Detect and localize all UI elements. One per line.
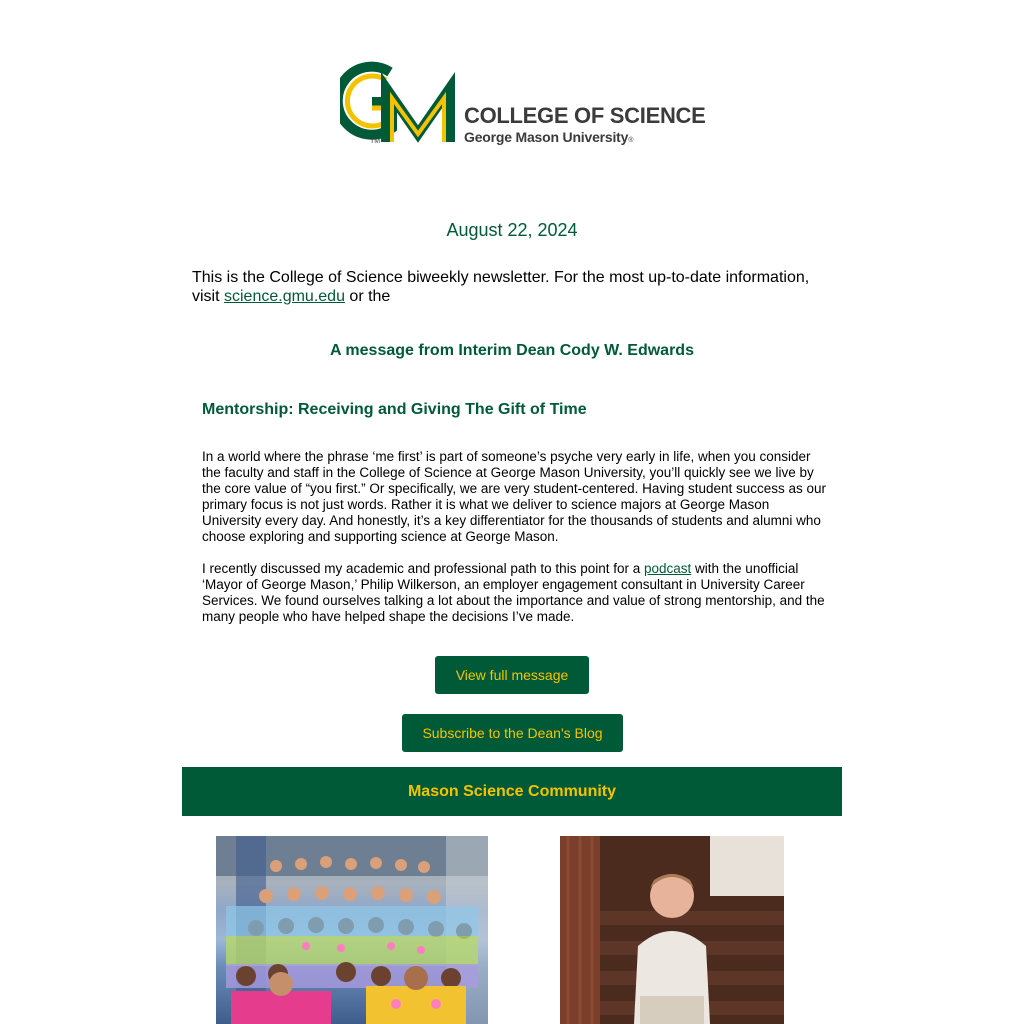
trademark-label: TM — [370, 138, 381, 145]
gm-monogram-icon — [340, 58, 460, 150]
community-section-banner: Mason Science Community — [182, 767, 842, 816]
student-photo[interactable] — [560, 836, 784, 1024]
article-paragraph-1: In a world where the phrase ‘me first’ is part of someone’s psyche very early in life, when you consider the faculty and staff in the College of Science at George Mason University, you’ll quickly see we live by the core value of “you first.” Or specifically, we are very student-centered. Having student success as our primary focus is not just words. Rather it is what we deliver to science majors at George Mason University every day. And honestly, it’s a key differentiator for the thousands of students and alumni who choose exploring and supporting science at George Mason. — [202, 449, 827, 544]
article-title: Mentorship: Receiving and Giving The Gift of Time — [202, 401, 587, 418]
science-site-link[interactable]: science.gmu.edu — [224, 288, 345, 305]
article-paragraph-2: I recently discussed my academic and professional path to this point for a podcast with the unofficial ‘Mayor of George Mason,’ Philip Wilkerson, an employer engagement consultant in University Career Services. We found ourselves talking a lot about the importance and value of strong mentorship, and the many people who have helped shape the decisions I’ve made. — [202, 561, 825, 624]
podcast-link[interactable]: podcast — [643, 561, 692, 576]
group-photo-image — [216, 836, 488, 1024]
view-full-message-button[interactable]: View full message — [435, 656, 589, 694]
university-name: George Mason University® — [464, 129, 634, 145]
newsletter-date: August 22, 2024 — [446, 220, 578, 240]
college-name: COLLEGE OF SCIENCE — [464, 103, 706, 128]
college-logo — [340, 58, 706, 150]
subscribe-blog-button[interactable]: Subscribe to the Dean's Blog — [402, 714, 623, 752]
student-photo-image — [560, 836, 784, 1024]
intro-text: This is the College of Science biweekly newsletter. For the most up-to-date information, visit science.gmu.edu or the — [192, 269, 810, 305]
dean-message-heading: A message from Interim Dean Cody W. Edwards — [330, 342, 694, 359]
group-photo[interactable] — [216, 836, 488, 1024]
